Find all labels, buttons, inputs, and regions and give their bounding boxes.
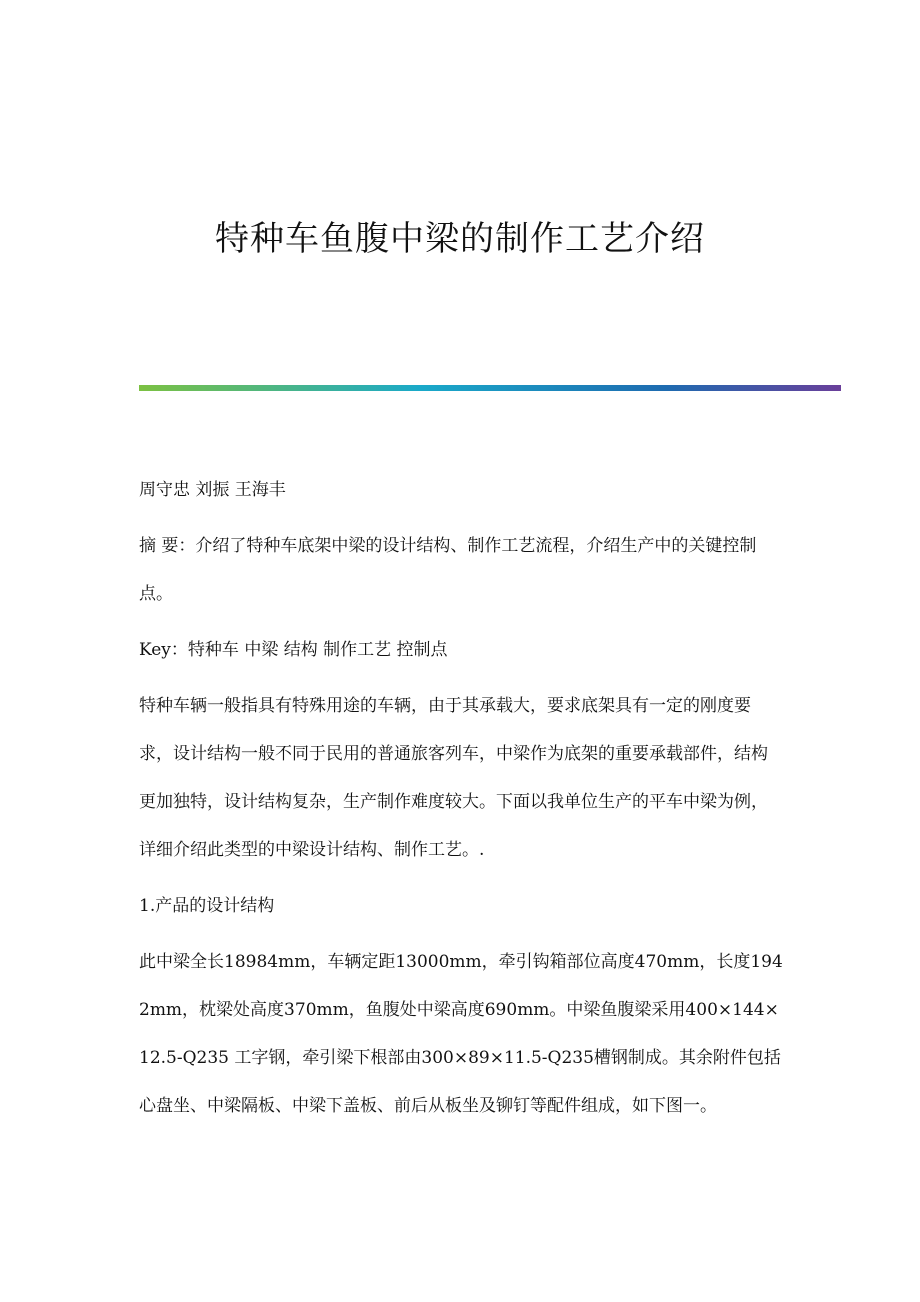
abstract-text: 介绍了特种车底架中梁的设计结构、制作工艺流程，介绍生产中的关键控制点。 [139,536,757,604]
page-title: 特种车鱼腹中梁的制作工艺介绍 [215,219,705,259]
authors: 周守忠 刘振 王海丰 [139,480,286,500]
title-divider [139,385,841,391]
document-body [139,466,784,1138]
keywords-label: Key： [139,640,188,660]
keywords [139,626,784,674]
keywords-text: 特种车 中梁 结构 制作工艺 控制点 [187,640,448,660]
section-paragraph: 此中梁全长18984mm，车辆定距13000mm，牵引钩箱部位高度470mm，长度1942mm，枕梁处高度370mm，鱼腹处中梁高度690mm。中梁鱼腹梁采用400×144×12.5-Q235 工字钢，牵引梁下根部由300×89×11.5-Q235槽钢制成。其余附件包括心盘坐、中梁隔板、中梁下盖板、前后从板坐及铆钉等配件组成，如下图一。 [139,952,783,1116]
intro-paragraph: 特种车辆一般指具有特殊用途的车辆，由于其承载大，要求底架具有一定的刚度要求，设计结构一般不同于民用的普通旅客列车，中梁作为底架的重要承载部件，结构更加独特，设计结构复杂，生产制作难度较大。下面以我单位生产的平车中梁为例，详细介绍此类型的中梁设计结构、制作工艺。. [139,696,768,860]
abstract-label: 摘 要： [139,536,196,556]
section-heading: 1.产品的设计结构 [139,896,275,916]
abstract [139,522,784,618]
